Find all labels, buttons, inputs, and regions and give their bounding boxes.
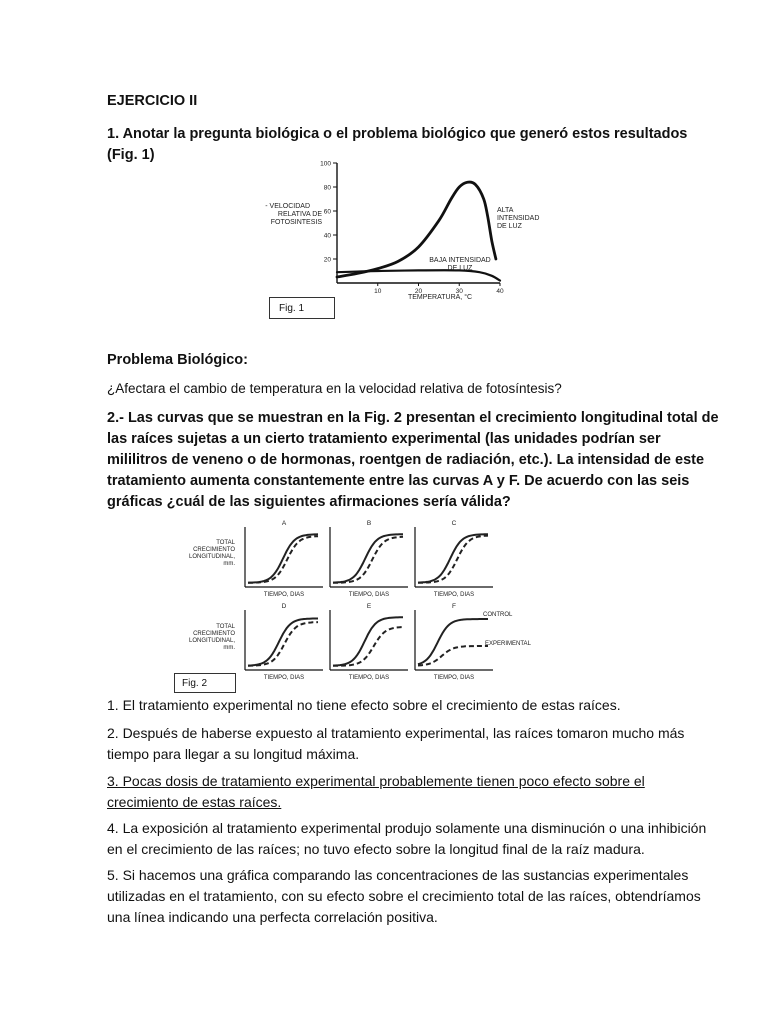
fig2-panel-b — [330, 520, 408, 598]
option-4-line-1: 4. La exposición al tratamiento experimental produjo solamente una disminución o una inhibición — [107, 820, 707, 836]
fig2-panels — [245, 520, 532, 681]
option-5-line-2: utilizadas en el tratamiento, con su efecto sobre el crecimiento total de las raíces, obtendríamos — [107, 888, 701, 904]
option-2-line-2: tiempo para llegar a su longitud máxima. — [107, 746, 360, 762]
fig1-xtick-label: 10 — [374, 288, 382, 295]
fig2-experimental-curve — [418, 536, 488, 583]
fig1-ylabel-line-1: - VELOCIDAD — [265, 203, 310, 210]
fig2-panel-c — [415, 520, 493, 598]
fig2-panel-e — [330, 603, 408, 681]
fig1-ylabel-line-2: RELATIVA DE — [277, 211, 322, 218]
option-3-line-2: crecimiento de estas raíces. — [107, 794, 282, 810]
fig2-control-curve — [248, 619, 318, 666]
question-2-line-2: las raíces sujetas a un cierto tratamiento experimental (las unidades podrían ser — [107, 431, 661, 447]
question-1-line-2: (Fig. 1) — [107, 147, 155, 163]
fig2-panel-letter: B — [366, 520, 372, 527]
fig2-experimental-label: EXPERIMENTAL — [485, 641, 531, 647]
fig2-xlabel: TIEMPO, DIAS — [348, 592, 390, 598]
question-2-line-5: gráficas ¿cuál de las siguientes afirmaciones sería válida? — [107, 494, 511, 510]
fig2-control-curve — [248, 534, 318, 582]
option-3-line-1: 3. Pocas dosis de tratamiento experimental probablemente tienen poco efecto sobre el — [107, 773, 645, 789]
page-title: EJERCICIO II — [107, 93, 198, 109]
fig2-panel-letter: E — [366, 603, 372, 610]
fig2-xlabel: TIEMPO, DIAS — [348, 675, 390, 681]
fig1-axes — [337, 163, 500, 283]
fig1-xtick-label: 30 — [455, 288, 463, 295]
figure-2-chart — [170, 515, 590, 690]
option-2 — [107, 723, 684, 765]
fig2-ylabel-top-2: CRECIMIENTO — [193, 547, 235, 553]
fig2-control-curve — [333, 534, 403, 582]
option-5 — [107, 865, 701, 928]
fig1-xtick-label: 20 — [414, 288, 423, 295]
fig1-ytick-label: 20 — [323, 256, 331, 264]
fig1-high-label-line-2: INTENSIDAD — [497, 215, 540, 222]
fig1-series-low-light — [337, 270, 500, 280]
fig1-ytick-label: 60 — [323, 208, 331, 216]
fig1-low-label-line-2: DE LUZ — [447, 265, 473, 272]
question-2-line-1: 2.- Las curvas que se muestran en la Fig. 2 presentan el crecimiento longitudinal total de — [107, 410, 719, 426]
fig2-ylabel-bottom-1: TOTAL — [216, 624, 235, 630]
option-5-line-3: una línea indicando una perfecta correlación positiva. — [107, 909, 438, 925]
figure-2-caption-box — [174, 673, 236, 693]
fig2-experimental-curve — [248, 622, 318, 666]
fig2-ylabel-top-1: TOTAL — [216, 540, 235, 546]
fig2-ylabel-bottom-2: CRECIMIENTO — [193, 631, 235, 637]
fig2-panel-f — [415, 603, 532, 681]
fig1-high-label-line-3: DE LUZ — [497, 223, 522, 230]
fig2-panel-letter: D — [281, 603, 287, 610]
fig2-xlabel: TIEMPO, DIAS — [263, 675, 305, 681]
fig2-panel-letter: F — [452, 603, 456, 610]
figure-2-caption: Fig. 2 — [182, 678, 208, 689]
option-3 — [107, 771, 645, 813]
option-2-line-1: 2. Después de haberse expuesto al tratamiento experimental, las raíces tomaron mucho más — [107, 725, 685, 741]
fig2-panel-d — [245, 603, 323, 681]
fig1-xlabel: TEMPERATURA, °C — [407, 294, 473, 301]
fig2-experimental-curve — [333, 537, 403, 583]
fig2-ylabel-bottom-3: LONGITUDINAL, — [188, 638, 235, 644]
option-4-line-2: en el crecimiento de las raíces; no tuvo efecto sobre la longitud final de la raíz madura. — [107, 841, 645, 857]
fig1-ylabel-line-3: FOTOSINTESIS — [270, 219, 322, 226]
fig2-panel-letter: C — [451, 520, 457, 527]
fig2-control-label: CONTROL — [483, 612, 513, 618]
fig1-ytick-label: 80 — [323, 184, 331, 192]
problem-title: Problema Biológico: — [107, 352, 248, 368]
fig2-experimental-curve — [418, 646, 488, 666]
fig1-ytick-label: 100 — [320, 160, 331, 168]
fig2-xlabel: TIEMPO, DIAS — [433, 592, 475, 598]
fig1-low-label-line-1: BAJA INTENSIDAD — [429, 257, 491, 264]
fig1-high-label-line-1: ALTA — [497, 207, 514, 214]
option-1 — [107, 695, 621, 716]
option-1-line-1: 1. El tratamiento experimental no tiene efecto sobre el crecimiento de estas raíces. — [107, 697, 621, 713]
option-4 — [107, 818, 706, 860]
fig2-control-curve — [333, 617, 403, 665]
fig1-xtick-label: 40 — [496, 288, 504, 295]
fig2-control-curve — [418, 619, 488, 664]
option-5-line-1: 5. Si hacemos una gráfica comparando las concentraciones de las sustancias experimentales — [107, 867, 689, 883]
fig2-xlabel: TIEMPO, DIAS — [433, 675, 475, 681]
fig1-ylabel — [265, 203, 322, 226]
problem-text: ¿Afectara el cambio de temperatura en la velocidad relativa de fotosíntesis? — [107, 381, 562, 396]
figure-1-caption: Fig. 1 — [279, 303, 305, 314]
fig2-panel-letter: A — [281, 520, 287, 527]
fig1-ytick-label: 40 — [323, 232, 331, 240]
fig2-ylabel-top-3: LONGITUDINAL, — [188, 554, 235, 560]
question-1-line-1: 1. Anotar la pregunta biológica o el problema biológico que generó estos resultados — [107, 126, 688, 142]
fig2-panel-a — [245, 520, 323, 598]
question-2-line-4: tratamiento aumenta constantemente entre las curvas A y F. De acuerdo con las seis — [107, 473, 690, 489]
fig2-xlabel: TIEMPO, DIAS — [263, 592, 305, 598]
question-2-line-3: mililitros de veneno o de hormonas, roentgen de radiación, etc.). La intensidad de este — [107, 452, 705, 468]
fig2-ylabel-top — [189, 540, 236, 567]
fig2-ylabel-top-4: mm. — [223, 561, 235, 567]
figure-1-caption-box — [269, 297, 335, 319]
fig2-ylabel-bottom-4: mm. — [223, 645, 235, 651]
fig2-ylabel-bottom — [189, 624, 236, 651]
fig2-control-curve — [418, 534, 488, 582]
